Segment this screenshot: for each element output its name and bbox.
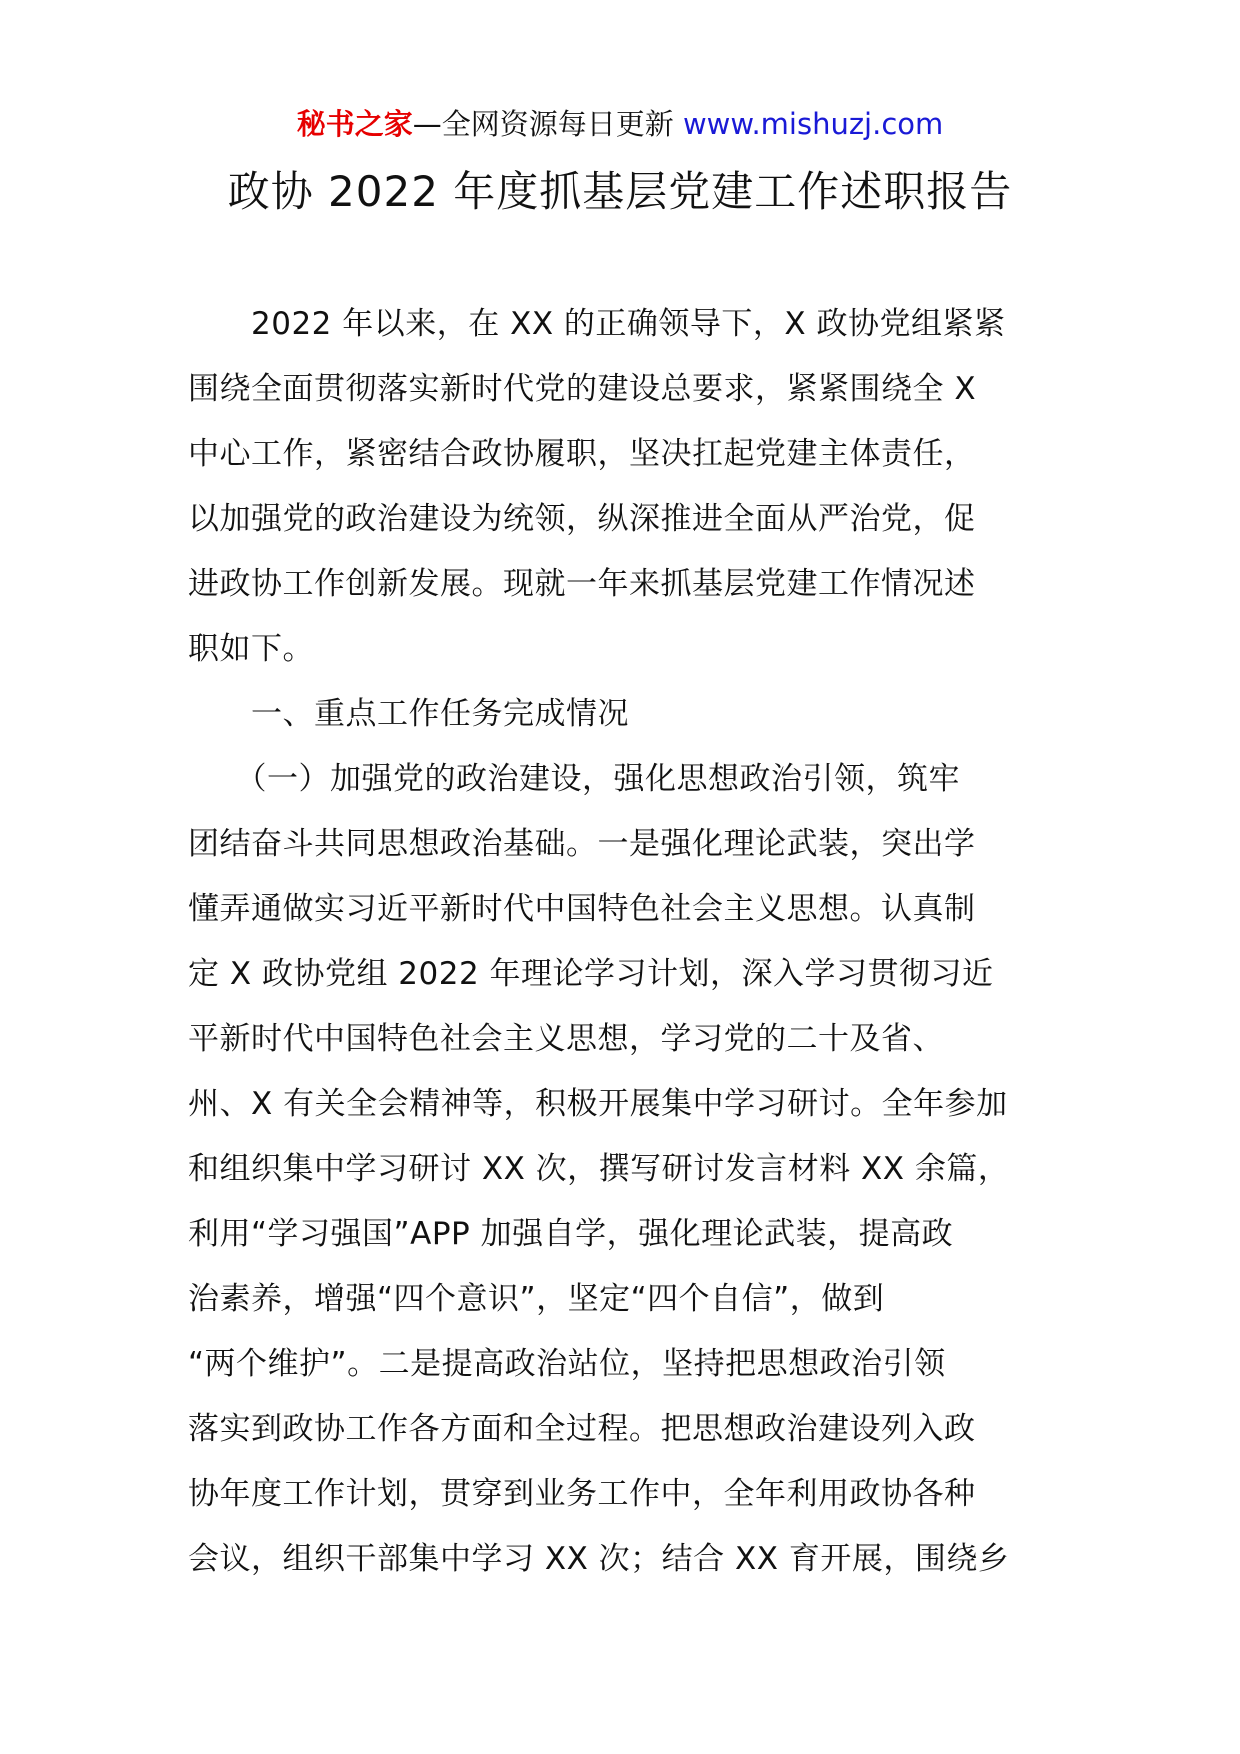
document-title: 政协 2022 年度抓基层党建工作述职报告 [227,167,1013,216]
body-line: 2022 年以来，在 XX 的正确领导下，X 政协党组紧紧 [188,306,1006,342]
site-brand: 秘书之家 [296,107,413,141]
body-line: 以加强党的政治建设为统领，纵深推进全面从严治党，促 [188,501,976,537]
body-line: 围绕全面贯彻落实新时代党的建设总要求，紧紧围绕全 X [188,371,977,407]
body-line: 职如下。 [188,631,314,667]
body-line: 落实到政协工作各方面和全过程。把思想政治建设列入政 [188,1411,976,1447]
site-url-link[interactable]: www.mishuzj.com [682,107,944,141]
site-tagline: —全网资源每日更新 [412,107,674,141]
body-line: 懂弄通做实习近平新时代中国特色社会主义思想。认真制 [188,891,976,927]
body-line: 定 X 政协党组 2022 年理论学习计划，深入学习贯彻习近 [188,956,994,992]
body-line: 利用“学习强国”APP 加强自学，强化理论武装，提高政 [188,1216,954,1252]
section-heading: 一、重点工作任务完成情况 [188,696,629,732]
body-line: 平新时代中国特色社会主义思想，学习党的二十及省、 [188,1021,944,1057]
body-line: 州、X 有关全会精神等，积极开展集中学习研讨。全年参加 [188,1086,1008,1122]
site-header [0,102,1240,146]
body-line: （一）加强党的政治建设，强化思想政治引领，筑牢 [188,761,960,797]
body-line: 进政协工作创新发展。现就一年来抓基层党建工作情况述 [188,566,976,602]
body-line: 协年度工作计划，贯穿到业务工作中，全年利用政协各种 [188,1476,976,1512]
document-body [188,292,1058,1592]
body-line: 治素养，增强“四个意识”，坚定“四个自信”，做到 [188,1281,885,1317]
body-line: 团结奋斗共同思想政治基础。一是强化理论武装，突出学 [188,826,976,862]
body-line: 中心工作，紧密结合政协履职，坚决扛起党建主体责任， [188,436,976,472]
body-line: 会议，组织干部集中学习 XX 次；结合 XX 育开展，围绕乡 [188,1541,1010,1577]
body-line: “两个维护”。二是提高政治站位，坚持把思想政治引领 [188,1346,946,1382]
body-line: 和组织集中学习研讨 XX 次，撰写研讨发言材料 XX 余篇， [188,1151,1010,1187]
